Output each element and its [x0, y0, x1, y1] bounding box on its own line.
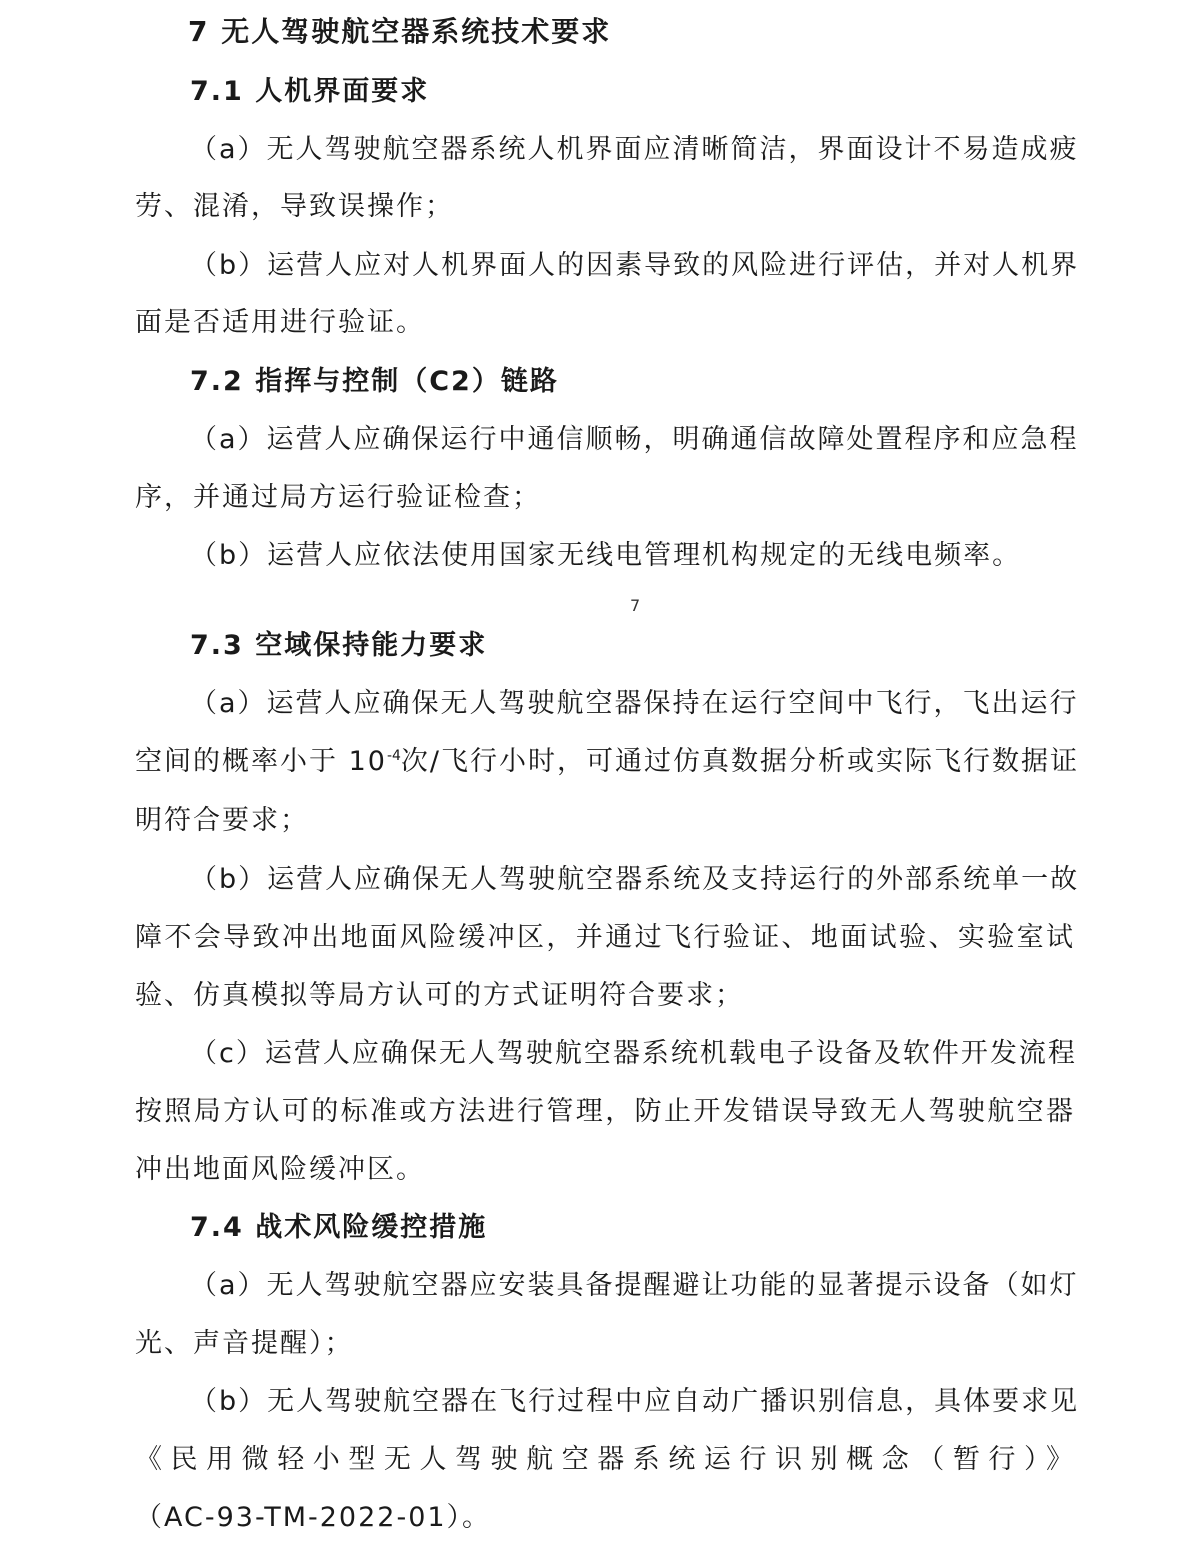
paragraph-7-4-b-line-3: （AC-93-TM-2022-01）。: [135, 1502, 492, 1533]
paragraph-7-3-a-line-3: 明符合要求；: [135, 805, 309, 836]
paragraph-7-3-b-line-2: 障不会导致冲出地面风险缓冲区，并通过飞行验证、地面试验、实验室试: [135, 922, 1075, 953]
paragraph-7-3-c-line-3: 冲出地面风险缓冲区。: [135, 1154, 425, 1185]
section-7-3-heading: 7.3 空域保持能力要求: [190, 630, 488, 661]
paragraph-7-1-a-line-2: 劳、混淆，导致误操作；: [135, 191, 454, 222]
probability-text: 空间的概率小于 10: [135, 746, 387, 777]
paragraph-7-3-c-line-1: （c）运营人应确保无人驾驶航空器系统机载电子设备及软件开发流程: [190, 1038, 1077, 1069]
paragraph-7-3-c-line-2: 按照局方认可的标准或方法进行管理，防止开发错误导致无人驾驶航空器: [135, 1096, 1075, 1127]
paragraph-7-2-b-line-1: （b）运营人应依法使用国家无线电管理机构规定的无线电频率。: [190, 540, 1022, 571]
paragraph-7-2-a-line-2: 序，并通过局方运行验证检查；: [135, 482, 541, 513]
paragraph-7-1-a-line-1: （a）无人驾驶航空器系统人机界面应清晰简洁，界面设计不易造成疲: [190, 134, 1079, 165]
paragraph-7-4-a-line-1: （a）无人驾驶航空器应安装具备提醒避让功能的显著提示设备（如灯: [190, 1270, 1079, 1301]
paragraph-7-1-b-line-1: （b）运营人应对人机界面人的因素导致的风险进行评估，并对人机界: [190, 250, 1080, 281]
paragraph-7-3-a-line-2: [135, 742, 1079, 782]
paragraph-7-2-a-line-1: （a）运营人应确保运行中通信顺畅，明确通信故障处置程序和应急程: [190, 424, 1079, 455]
section-7-4-heading: 7.4 战术风险缓控措施: [190, 1212, 488, 1243]
probability-exponent: -4: [386, 748, 401, 764]
page-number: 7: [630, 596, 641, 615]
paragraph-7-3-b-line-1: （b）运营人应确保无人驾驶航空器系统及支持运行的外部系统单一故: [190, 864, 1080, 895]
paragraph-7-1-b-line-2: 面是否适用进行验证。: [135, 307, 425, 338]
section-7-2-heading: 7.2 指挥与控制（C2）链路: [190, 366, 559, 397]
paragraph-7-3-b-line-3: 验、仿真模拟等局方认可的方式证明符合要求；: [135, 980, 744, 1011]
paragraph-7-4-b-line-1: （b）无人驾驶航空器在飞行过程中应自动广播识别信息，具体要求见: [190, 1386, 1080, 1417]
paragraph-7-4-b-line-2: 《民用微轻小型无人驾驶航空器系统运行识别概念（暂行）》: [135, 1444, 1075, 1475]
section-7-1-heading: 7.1 人机界面要求: [190, 76, 430, 107]
probability-text-rest: 次/飞行小时，可通过仿真数据分析或实际飞行数据证: [400, 746, 1080, 777]
section-7-heading: 7 无人驾驶航空器系统技术要求: [188, 15, 612, 48]
paragraph-7-3-a-line-1: （a）运营人应确保无人驾驶航空器保持在运行空间中飞行，飞出运行: [190, 688, 1079, 719]
paragraph-7-4-a-line-2: 光、声音提醒）；: [135, 1328, 354, 1359]
